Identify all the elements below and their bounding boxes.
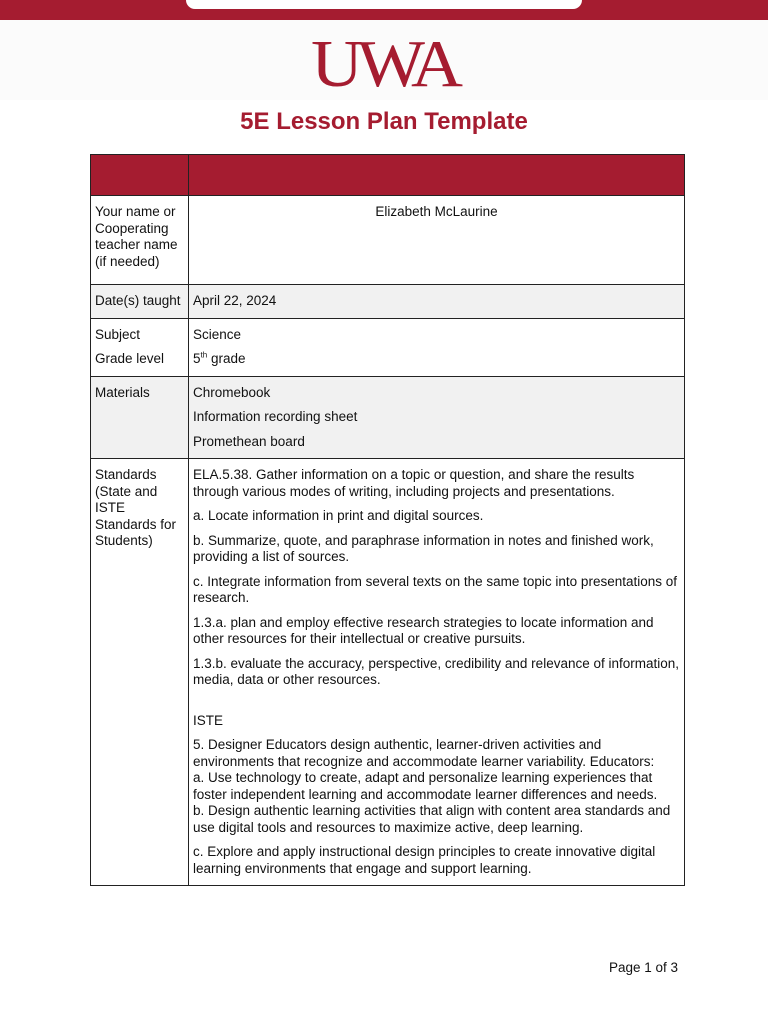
subject-value: Science [193,326,242,342]
standard-paragraph: a. Locate information in print and digital sources. [193,508,484,523]
page-number: Page 1 of 3 [608,960,678,975]
grade-word: grade [207,351,246,366]
document-title: 5E Lesson Plan Template [240,108,528,135]
table-row-date [91,285,685,319]
uwa-logo: UWA [311,27,457,101]
standards-label: Standards (State and ISTE Standards for Students) [91,459,189,886]
date-value: April 22, 2024 [189,285,685,319]
materials-label: Materials [91,376,189,459]
table-row-name [91,196,685,285]
standard-paragraph: ELA.5.38. Gather information on a topic or question, and share the results through various modes of writing, including projects and presentations. [193,467,635,499]
material-item: Information recording sheet [193,409,358,424]
iste-5b: b. Design authentic learning activities that align with content area standards and use digital tools and resources to maximize active, deep learning. [193,803,671,835]
standards-content [189,459,685,886]
grade-label: Grade level [95,351,165,366]
header-cell-right [189,155,685,196]
materials-list [189,376,685,459]
standard-paragraph: 1.3.b. evaluate the accuracy, perspective, credibility and relevance of information, media, data or other resources. [193,655,680,687]
table-row-materials [91,376,685,459]
lesson-plan-table [90,154,685,886]
subject-label: Subject [95,326,141,342]
iste-5c: c. Explore and apply instructional design principles to create innovative digital learning environments that engage and support learning. [193,844,656,876]
iste-5-block [193,737,680,836]
grade-suffix: th [200,350,208,360]
iste-5-intro: 5. Designer Educators design authentic, learner-driven activities and environments that recognize and accommodate learner variability. Educators: [193,737,655,769]
top-tab-notch [186,0,582,9]
iste-heading: ISTE [193,712,224,728]
iste-5a: a. Use technology to create, adapt and personalize learning experiences that foster independent learning and accommodate learner differences and needs. [193,770,658,802]
material-item: Chromebook [193,384,271,400]
subject-values [189,318,685,376]
date-label: Date(s) taught [91,285,189,319]
header-cell-left [91,155,189,196]
grade-value [193,351,680,368]
blank-line [193,697,680,713]
table-row-standards [91,459,685,886]
standard-paragraph: b. Summarize, quote, and paraphrase information in notes and finished work, providing a list of sources. [193,532,654,564]
standard-paragraph: 1.3.a. plan and employ effective research strategies to locate information and other resources for their intellectual or creative pursuits. [193,614,654,646]
standard-paragraph: c. Integrate information from several texts on the same topic into presentations of research. [193,573,677,605]
material-item: Promethean board [193,433,305,449]
subject-labels [91,318,189,376]
table-header-row [91,155,685,196]
name-label: Your name or Cooperating teacher name (if needed) [91,196,189,285]
table-row-subject [91,318,685,376]
name-value: Elizabeth McLaurine [189,196,685,285]
grade-number: 5 [193,351,201,366]
